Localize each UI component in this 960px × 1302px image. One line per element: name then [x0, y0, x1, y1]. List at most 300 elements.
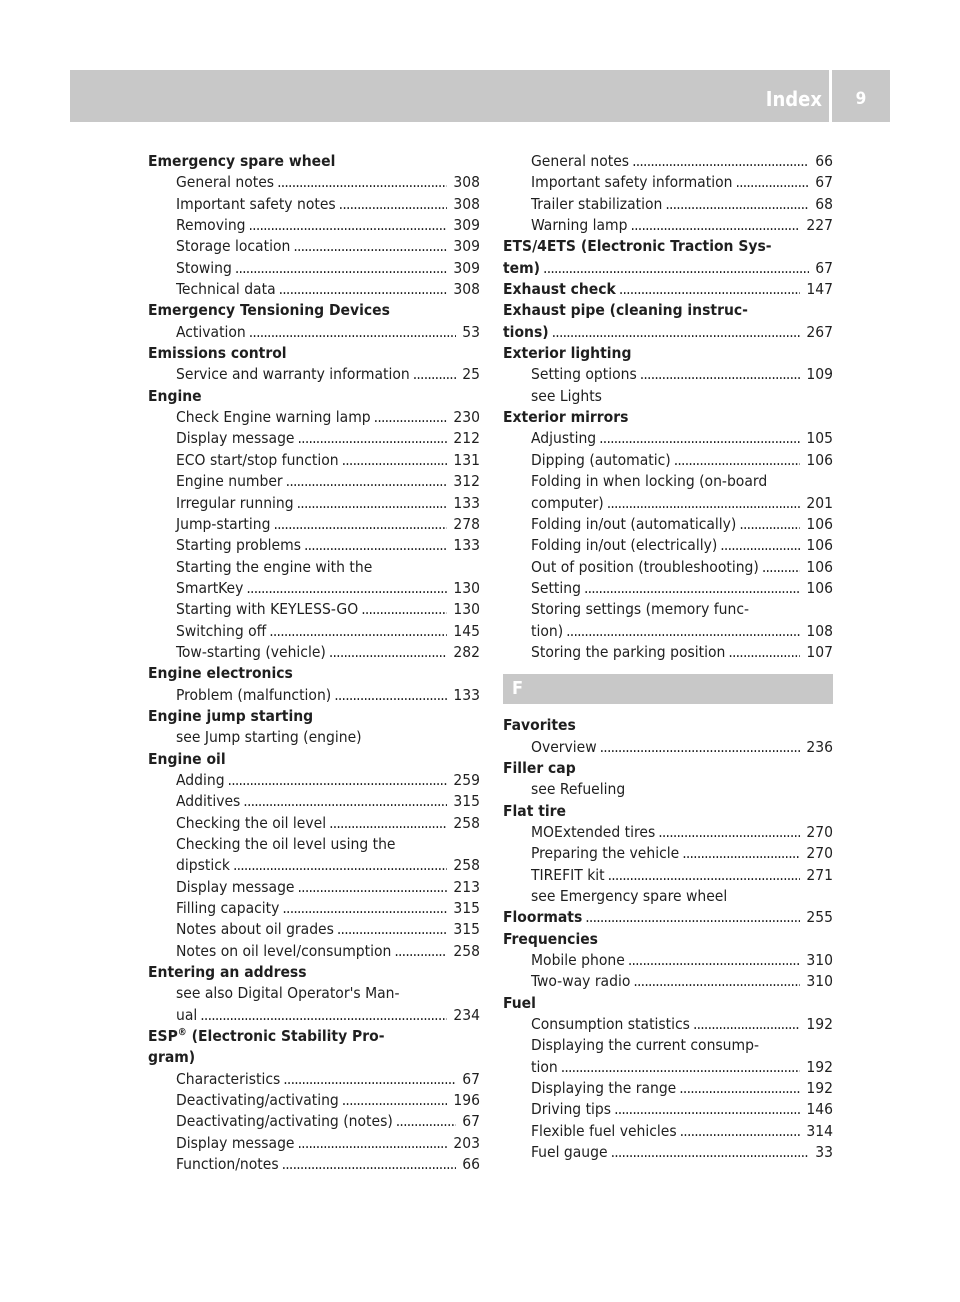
index-entry	[148, 151, 480, 172]
page-reference[interactable]: 106	[806, 557, 833, 576]
index-subentry	[503, 886, 833, 907]
entry-label: Flexible fuel vehicles	[531, 1121, 677, 1140]
entry-label: Checking the oil level using the	[176, 835, 396, 853]
dot-leader	[197, 1005, 447, 1026]
page-reference[interactable]: 258	[453, 856, 480, 875]
entry-label: tion)	[531, 621, 564, 640]
page-reference[interactable]: 67	[815, 173, 833, 192]
entry-label: ESP® (Electronic Stability Pro-	[148, 1026, 385, 1046]
dot-leader	[759, 557, 801, 578]
entry-label: Function/notes	[176, 1155, 279, 1174]
index-subentry[interactable]	[503, 621, 833, 642]
entry-label: Consumption statistics	[531, 1015, 690, 1034]
dot-leader	[581, 578, 800, 599]
dot-leader	[326, 642, 448, 663]
page-reference[interactable]: 255	[806, 908, 833, 927]
page-reference[interactable]: 312	[453, 472, 480, 491]
index-subentry[interactable]	[503, 428, 833, 449]
index-subentry[interactable]	[148, 621, 480, 642]
page-reference[interactable]: 315	[453, 920, 480, 939]
dot-leader	[671, 450, 801, 471]
index-subentry[interactable]	[148, 279, 480, 300]
page-reference[interactable]: 146	[806, 1100, 833, 1119]
index-subentry	[503, 386, 833, 407]
entry-label: Notes on oil level/consumption	[176, 941, 392, 960]
entry-label: Additives	[176, 792, 241, 811]
page-reference[interactable]: 258	[453, 813, 480, 832]
index-entry	[148, 962, 480, 983]
index-subentry[interactable]	[148, 855, 480, 876]
page-reference[interactable]: 278	[453, 514, 480, 533]
index-subentry[interactable]	[148, 599, 480, 620]
entry-label: Display message	[176, 429, 295, 448]
entry-label: Engine number	[176, 472, 283, 491]
index-subentry[interactable]	[148, 578, 480, 599]
dot-leader	[295, 877, 448, 898]
index-subentry[interactable]	[148, 407, 480, 428]
entry-label: ual	[176, 1005, 198, 1024]
page-reference[interactable]: 130	[453, 600, 480, 619]
dot-leader	[629, 151, 809, 172]
entry-label: Activation	[176, 322, 246, 341]
index-subentry[interactable]	[503, 1142, 833, 1163]
page-reference[interactable]: 314	[806, 1121, 833, 1140]
dot-leader	[339, 450, 448, 471]
entry-label: Irregular running	[176, 493, 294, 512]
dot-leader	[274, 172, 447, 193]
dot-leader	[246, 322, 456, 343]
entry-label: Warning lamp	[531, 216, 628, 235]
dot-leader	[679, 843, 800, 864]
page-reference[interactable]: 25	[462, 365, 480, 384]
entry-label: Fuel gauge	[531, 1143, 608, 1162]
dot-leader	[279, 1154, 457, 1175]
page-reference[interactable]: 236	[806, 737, 833, 756]
index-subentry[interactable]	[503, 151, 833, 172]
entry-label: ETS/4ETS (Electronic Traction Sys-	[503, 237, 772, 256]
page-reference[interactable]: 267	[806, 322, 833, 341]
index-subentry[interactable]	[503, 843, 833, 864]
dot-leader	[596, 428, 800, 449]
index-subentry	[148, 834, 480, 855]
dot-leader	[246, 215, 448, 236]
page-reference[interactable]: 192	[806, 1015, 833, 1034]
dot-leader	[582, 907, 800, 928]
entry-label: Important safety notes	[176, 194, 336, 213]
page-reference[interactable]: 130	[453, 578, 480, 597]
dot-leader	[611, 1099, 800, 1120]
page-reference[interactable]: 309	[453, 237, 480, 256]
entry-label: Flat tire	[503, 801, 567, 820]
entry-label: dipstick	[176, 856, 230, 875]
entry-label: Filling capacity	[176, 899, 280, 918]
page-number: 9	[855, 89, 867, 109]
page-reference[interactable]: 106	[806, 514, 833, 533]
entry-label: Engine electronics	[148, 664, 293, 683]
index-entry	[148, 386, 480, 407]
index-subentry[interactable]	[148, 1111, 480, 1132]
dot-leader	[676, 1078, 800, 1099]
index-subentry[interactable]	[503, 194, 833, 215]
entry-label: Adding	[176, 770, 225, 789]
index-subentry[interactable]	[148, 471, 480, 492]
index-subentry[interactable]	[503, 822, 833, 843]
entry-label: Emergency Tensioning Devices	[148, 301, 390, 320]
section-letter-header: F	[503, 674, 833, 704]
dot-leader	[630, 971, 800, 992]
index-subentry[interactable]	[148, 322, 480, 343]
dot-leader	[371, 407, 448, 428]
dot-leader	[276, 279, 448, 300]
index-subentry[interactable]	[503, 1121, 833, 1142]
dot-leader	[270, 514, 447, 535]
entry-label: Starting problems	[176, 536, 301, 555]
entry-label: Engine	[148, 386, 202, 405]
index-entry	[148, 663, 480, 684]
index-subentry	[503, 1035, 833, 1056]
page-reference[interactable]: 145	[453, 621, 480, 640]
entry-label: Engine oil	[148, 749, 226, 768]
page-reference[interactable]: 67	[815, 258, 833, 277]
page-reference[interactable]: 315	[453, 899, 480, 918]
page-reference[interactable]: 230	[453, 408, 480, 427]
dot-leader	[279, 898, 447, 919]
entry-label: General notes	[176, 173, 275, 192]
dot-leader	[637, 364, 801, 385]
dot-leader	[331, 685, 447, 706]
index-subentry[interactable]	[503, 450, 833, 471]
entry-label: Mobile phone	[531, 951, 625, 970]
dot-leader	[243, 578, 447, 599]
index-subentry[interactable]	[503, 1099, 833, 1120]
index-subentry[interactable]	[503, 364, 833, 385]
entry-label: Trailer stabilization	[531, 194, 663, 213]
entry-label: Stowing	[176, 258, 232, 277]
index-entry	[148, 1026, 480, 1047]
index-entry	[503, 236, 833, 257]
entry-label: Characteristics	[176, 1069, 281, 1088]
index-subentry[interactable]	[503, 493, 833, 514]
entry-label: General notes	[531, 152, 630, 170]
index-subentry[interactable]	[503, 865, 833, 886]
entry-label: Jump-starting	[176, 514, 271, 533]
entry-label: see Emergency spare wheel	[531, 887, 728, 905]
index-subentry[interactable]	[148, 535, 480, 556]
dot-leader	[616, 279, 801, 300]
entry-label: Out of position (troubleshooting)	[531, 557, 759, 576]
index-subentry	[503, 779, 833, 800]
dot-leader	[283, 471, 448, 492]
index-entry	[503, 758, 833, 779]
entry-label: tion	[531, 1057, 558, 1076]
page-reference[interactable]: 53	[462, 322, 480, 341]
entry-label: Engine jump starting	[148, 706, 314, 725]
entry-label: Switching off	[176, 621, 267, 640]
page-reference[interactable]: 133	[453, 685, 480, 704]
page-reference[interactable]: 270	[806, 822, 833, 841]
entry-label: gram)	[148, 1048, 196, 1067]
entry-label: Deactivating/activating (notes)	[176, 1112, 393, 1131]
page-reference[interactable]: 212	[453, 429, 480, 448]
index-subentry[interactable]	[148, 685, 480, 706]
index-entry	[503, 993, 833, 1014]
entry-label: tem)	[503, 258, 541, 277]
index-subentry[interactable]	[503, 642, 833, 663]
index-subentry[interactable]	[503, 971, 833, 992]
entry-label: Storing the parking position	[531, 642, 726, 661]
entry-label: Adjusting	[531, 429, 597, 448]
index-subentry[interactable]	[503, 950, 833, 971]
index-subentry[interactable]	[503, 578, 833, 599]
page-reference[interactable]: 66	[815, 152, 833, 170]
page-reference[interactable]: 308	[453, 173, 480, 192]
dot-leader	[717, 535, 800, 556]
index-entry	[503, 801, 833, 822]
page-reference[interactable]: 131	[453, 450, 480, 469]
page-reference[interactable]: 213	[453, 877, 480, 896]
page-reference[interactable]: 308	[453, 194, 480, 213]
index-entry	[148, 343, 480, 364]
dot-leader	[549, 322, 801, 343]
index-subentry[interactable]	[148, 919, 480, 940]
dot-leader	[558, 1057, 801, 1078]
page-reference[interactable]: 282	[453, 642, 480, 661]
entry-label: Dipping (automatic)	[531, 450, 671, 469]
entry-label: computer)	[531, 493, 604, 512]
page-reference[interactable]: 68	[815, 194, 833, 213]
index-entry	[148, 1047, 480, 1068]
dot-leader	[358, 599, 447, 620]
dot-leader	[326, 813, 447, 834]
index-entry[interactable]	[503, 279, 833, 300]
entry-label: Folding in/out (automatically)	[531, 514, 737, 533]
page-reference[interactable]: 258	[453, 941, 480, 960]
dot-leader	[232, 258, 448, 279]
index-entry	[503, 407, 833, 428]
entry-label: Notes about oil grades	[176, 920, 334, 939]
index-entry	[503, 300, 833, 321]
page-reference[interactable]: 105	[806, 429, 833, 448]
entry-label: Folding in when locking (on-board	[531, 472, 768, 491]
page-reference[interactable]: 271	[806, 865, 833, 884]
index-subentry[interactable]	[148, 1069, 480, 1090]
dot-leader	[625, 950, 801, 971]
page-reference[interactable]: 107	[806, 642, 833, 661]
entry-label: Frequencies	[503, 929, 598, 948]
page-reference[interactable]: 308	[453, 280, 480, 299]
index-subentry[interactable]	[503, 535, 833, 556]
dot-leader	[540, 258, 809, 279]
entry-label: Display message	[176, 877, 295, 896]
page-reference[interactable]: 133	[453, 493, 480, 512]
entry-label: Preparing the vehicle	[531, 844, 680, 863]
dot-leader	[266, 621, 447, 642]
index-entry	[503, 343, 833, 364]
dot-leader	[736, 514, 800, 535]
index-subentry	[503, 599, 833, 620]
dot-leader	[605, 865, 801, 886]
entry-label: Overview	[531, 737, 597, 756]
dot-leader	[334, 919, 447, 940]
dot-leader	[295, 428, 448, 449]
index-subentry[interactable]	[148, 493, 480, 514]
index-entry	[148, 749, 480, 770]
dot-leader	[563, 621, 800, 642]
page-reference[interactable]: 192	[806, 1079, 833, 1098]
dot-leader	[240, 791, 447, 812]
page-reference[interactable]: 106	[806, 450, 833, 469]
index-subentry[interactable]	[148, 514, 480, 535]
entry-label: Setting	[531, 578, 581, 597]
dot-leader	[391, 941, 447, 962]
index-subentry[interactable]	[503, 514, 833, 535]
page-reference[interactable]: 108	[806, 621, 833, 640]
index-subentry[interactable]	[148, 364, 480, 385]
entry-label: Filler cap	[503, 758, 576, 777]
page-reference[interactable]: 234	[453, 1005, 480, 1024]
index-subentry[interactable]	[503, 737, 833, 758]
index-subentry[interactable]	[148, 215, 480, 236]
page-reference[interactable]: 201	[806, 493, 833, 512]
index-subentry[interactable]	[503, 1014, 833, 1035]
dot-leader	[677, 1121, 801, 1142]
index-subentry[interactable]	[503, 1078, 833, 1099]
index-entry[interactable]	[503, 322, 833, 343]
index-subentry[interactable]	[148, 1005, 480, 1026]
entry-label: Setting options	[531, 365, 637, 384]
page-reference[interactable]: 67	[462, 1112, 480, 1131]
entry-label: see Jump starting (engine)	[176, 728, 362, 747]
dot-leader	[290, 236, 447, 257]
dot-leader	[604, 493, 801, 514]
page-reference[interactable]: 270	[806, 844, 833, 863]
page-reference[interactable]: 259	[453, 770, 480, 789]
entry-label: SmartKey	[176, 578, 244, 597]
index-subentry[interactable]	[148, 236, 480, 257]
page-reference[interactable]: 66	[462, 1155, 480, 1174]
index-subentry[interactable]	[148, 1090, 480, 1111]
dot-leader	[294, 493, 448, 514]
entry-label: Displaying the range	[531, 1079, 677, 1098]
dot-leader	[732, 172, 809, 193]
entry-label: Removing	[176, 216, 246, 235]
entry-label: ECO start/stop function	[176, 450, 339, 469]
entry-label: Technical data	[176, 280, 276, 299]
entry-label: Emergency spare wheel	[148, 152, 336, 170]
dot-leader	[301, 535, 447, 556]
index-entry[interactable]	[503, 907, 833, 928]
index-subentry[interactable]	[503, 557, 833, 578]
index-subentry[interactable]	[148, 1154, 480, 1175]
index-entry	[148, 300, 480, 321]
index-subentry[interactable]	[503, 1057, 833, 1078]
entry-label: Emissions control	[148, 344, 287, 363]
index-subentry[interactable]	[148, 194, 480, 215]
entry-label: Storage location	[176, 237, 291, 256]
entry-label: Exhaust check	[503, 280, 616, 299]
dot-leader	[608, 1142, 810, 1163]
page-reference[interactable]: 315	[453, 792, 480, 811]
index-entry	[148, 706, 480, 727]
header-title: Index	[765, 87, 822, 111]
page-reference[interactable]: 196	[453, 1091, 480, 1110]
index-subentry[interactable]	[148, 770, 480, 791]
entry-label: Problem (malfunction)	[176, 685, 332, 704]
dot-leader	[339, 1090, 448, 1111]
dot-leader	[628, 215, 801, 236]
entry-label: Starting with KEYLESS-GO	[176, 600, 359, 619]
page-reference[interactable]: 309	[453, 258, 480, 277]
page-reference[interactable]: 133	[453, 536, 480, 555]
index-subentry[interactable]	[148, 258, 480, 279]
dot-leader	[280, 1069, 456, 1090]
page-reference[interactable]: 147	[806, 280, 833, 299]
entry-label: Important safety information	[531, 173, 733, 192]
dot-leader	[295, 1133, 448, 1154]
entry-label: tions)	[503, 322, 549, 341]
index-subentry[interactable]	[148, 813, 480, 834]
entry-label: Deactivating/activating	[176, 1091, 339, 1110]
index-entry	[503, 715, 833, 736]
entry-label: Storing settings (memory func-	[531, 600, 750, 619]
index-subentry[interactable]	[148, 1133, 480, 1154]
entry-label: Exterior mirrors	[503, 408, 629, 427]
index-subentry[interactable]	[148, 428, 480, 449]
dot-leader	[393, 1111, 456, 1132]
index-subentry[interactable]	[503, 172, 833, 193]
index-subentry	[148, 983, 480, 1004]
index-subentry[interactable]	[148, 898, 480, 919]
page-reference[interactable]: 310	[806, 951, 833, 970]
entry-label: Two-way radio	[531, 972, 631, 991]
dot-leader	[655, 822, 800, 843]
page-reference[interactable]: 109	[806, 365, 833, 384]
entry-label: Exterior lighting	[503, 344, 632, 363]
index-subentry	[148, 557, 480, 578]
dot-leader	[662, 194, 809, 215]
entry-label: Check Engine warning lamp	[176, 408, 371, 427]
entry-label: Checking the oil level	[176, 813, 327, 832]
page-reference[interactable]: 33	[815, 1143, 833, 1162]
page-reference[interactable]: 309	[453, 216, 480, 235]
index-subentry[interactable]	[148, 172, 480, 193]
entry-label: Tow-starting (vehicle)	[176, 642, 326, 661]
page-header	[70, 70, 890, 122]
page-reference[interactable]: 203	[453, 1133, 480, 1152]
index-subentry	[148, 727, 480, 748]
index-column-left	[148, 151, 480, 1176]
index-subentry	[503, 471, 833, 492]
index-entry[interactable]	[503, 258, 833, 279]
page-reference[interactable]: 106	[806, 536, 833, 555]
index-subentry[interactable]	[148, 450, 480, 471]
index-subentry[interactable]	[503, 215, 833, 236]
page-reference[interactable]: 106	[806, 578, 833, 597]
entry-label: MOExtended tires	[531, 822, 656, 841]
entry-label: Service and warranty information	[176, 365, 410, 384]
entry-label: Exhaust pipe (cleaning instruc-	[503, 301, 748, 320]
index-subentry[interactable]	[148, 791, 480, 812]
page-reference[interactable]: 310	[806, 972, 833, 991]
index-subentry[interactable]	[148, 642, 480, 663]
page-reference[interactable]: 227	[806, 216, 833, 235]
page-reference[interactable]: 67	[462, 1069, 480, 1088]
index-subentry[interactable]	[148, 941, 480, 962]
entry-label: Entering an address	[148, 963, 307, 982]
index-subentry[interactable]	[148, 877, 480, 898]
page-reference[interactable]: 192	[806, 1057, 833, 1076]
dot-leader	[225, 770, 448, 791]
